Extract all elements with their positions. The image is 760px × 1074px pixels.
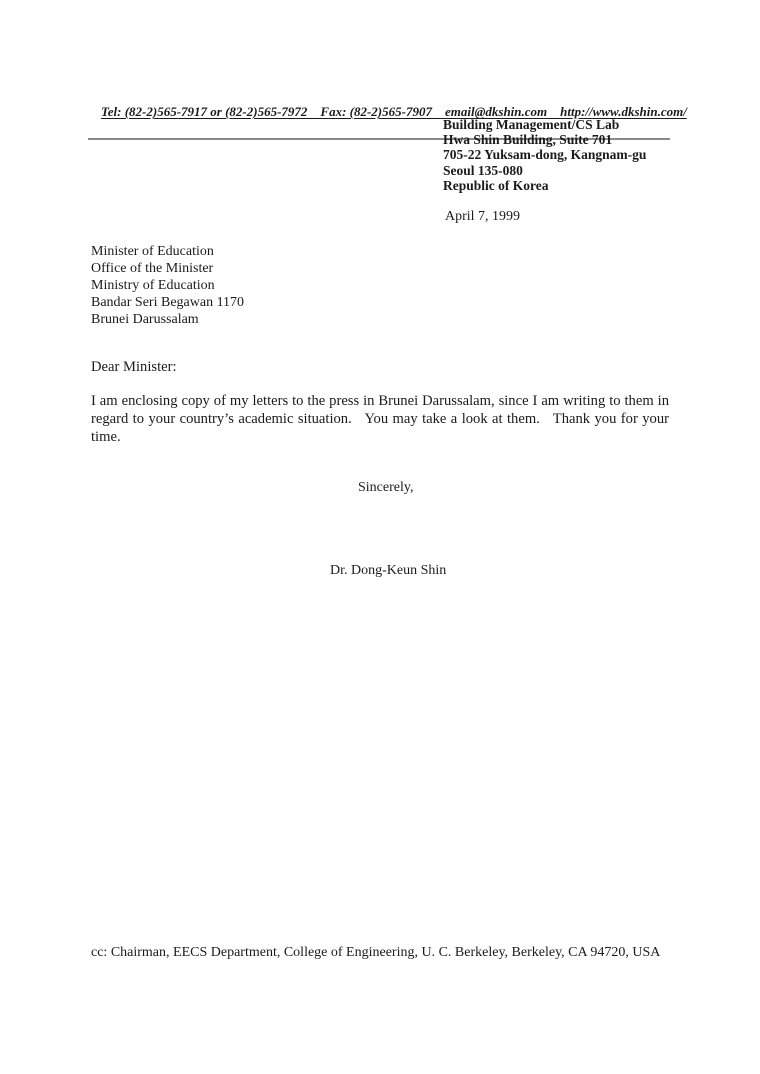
closing: Sincerely, xyxy=(358,480,414,495)
recipient-address-line: Ministry of Education xyxy=(91,278,215,293)
salutation: Dear Minister: xyxy=(91,359,177,375)
recipient-address-line: Bandar Seri Begawan 1170 xyxy=(91,295,245,310)
contact-info-line: Tel: (82-2)565-7917 or (82-2)565-7972 Fax: (82-2)565-7907 email@dkshin.com http://www.dkshin.com/ xyxy=(101,104,687,119)
signature-name: Dr. Dong-Keun Shin xyxy=(330,563,447,578)
recipient-address-block xyxy=(91,243,244,328)
sender-address-block xyxy=(443,117,646,193)
sender-address-line: Building Management/CS Lab xyxy=(443,117,620,132)
sender-address-line: Republic of Korea xyxy=(443,177,549,193)
sender-address-line: 705-22 Yuksam-dong, Kangnam-gu xyxy=(443,147,647,163)
sender-address-line: Seoul 135-080 xyxy=(443,162,523,178)
sender-address-line: Hwa Shin Building, Suite 701 xyxy=(443,132,613,148)
letter-body: I am enclosing copy of my letters to the press in Brunei Darussalam, since I am writing to them in regard to your country’s academic situation. You may take a look at them. Thank you for your time. xyxy=(91,393,673,445)
recipient-address-line: Office of the Minister xyxy=(91,261,214,276)
recipient-address-line: Brunei Darussalam xyxy=(91,312,199,327)
cc-line: cc: Chairman, EECS Department, College of Engineering, U. C. Berkeley, Berkeley, CA 94720, USA xyxy=(91,945,661,960)
letter-date: April 7, 1999 xyxy=(445,209,521,224)
recipient-address-line: Minister of Education xyxy=(91,244,214,259)
